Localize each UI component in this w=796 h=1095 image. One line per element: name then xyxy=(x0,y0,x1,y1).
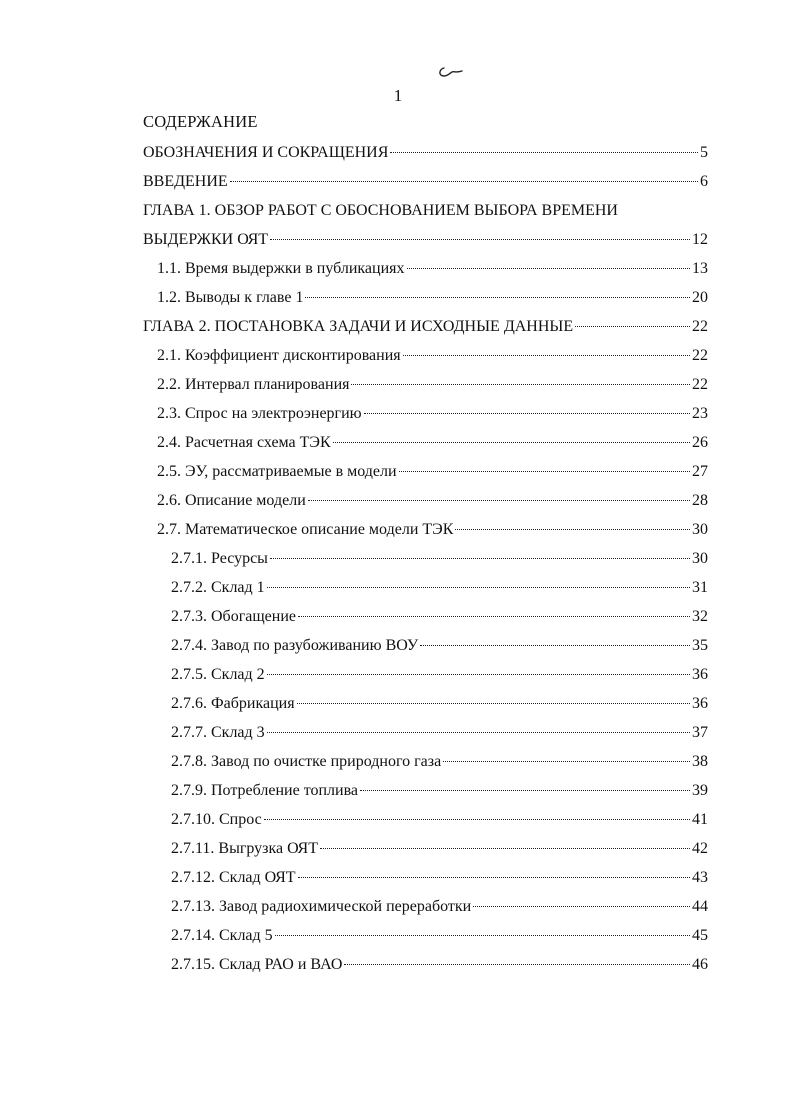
toc-entry-2-6[interactable] xyxy=(157,491,708,511)
toc-entry-2-7-4[interactable] xyxy=(171,636,708,656)
toc-entry-page: 6 xyxy=(700,173,708,190)
toc-entry-page: 23 xyxy=(692,405,708,422)
toc-entry-title: 2.3. Спрос на электроэнергию xyxy=(157,405,362,422)
toc-heading: СОДЕРЖАНИЕ xyxy=(143,112,258,131)
dot-leader xyxy=(420,645,690,646)
toc-entry-page: 42 xyxy=(692,840,708,857)
toc-entry-1-2[interactable] xyxy=(157,288,708,308)
toc-entry-introduction[interactable] xyxy=(143,172,708,192)
dot-leader xyxy=(308,500,690,501)
dot-leader xyxy=(270,239,690,240)
page-number: 1 xyxy=(393,86,403,105)
toc-entry-2-7[interactable] xyxy=(157,520,708,540)
toc-entry-1-1[interactable] xyxy=(157,259,708,279)
toc-entry-page: 5 xyxy=(700,144,708,161)
toc-entry-page: 30 xyxy=(692,521,708,538)
toc-entry-title: 2.7.3. Обогащение xyxy=(171,608,297,625)
toc-entry-2-7-2[interactable] xyxy=(171,578,708,598)
toc-entry-2-7-14[interactable] xyxy=(171,926,708,946)
toc-entry-title: 2.7.10. Спрос xyxy=(171,811,262,828)
toc-entry-page: 45 xyxy=(692,927,708,944)
toc-entry-title: 2.7.4. Завод по разубоживанию ВОУ xyxy=(171,637,419,654)
dot-leader xyxy=(360,790,690,791)
toc-entry-page: 26 xyxy=(692,434,708,451)
toc-entry-page: 22 xyxy=(692,318,708,335)
toc-entry-title: 2.5. ЭУ, рассматриваемые в модели xyxy=(157,463,397,480)
toc-entry-title: 2.7.11. Выгрузка ОЯТ xyxy=(171,840,318,857)
dot-leader xyxy=(267,674,690,675)
toc-entry-chapter1-line1[interactable]: ГЛАВА 1. ОБЗОР РАБОТ С ОБОСНОВАНИЕМ ВЫБОРА ВРЕМЕНИ xyxy=(143,202,618,219)
toc-entry-title: 2.1. Коэффициент дисконтирования xyxy=(157,347,401,364)
toc-entry-page: 36 xyxy=(692,666,708,683)
toc-entry-2-4[interactable] xyxy=(157,433,708,453)
dot-leader xyxy=(305,297,690,298)
toc-entry-title: 1.1. Время выдержки в публикациях xyxy=(157,260,405,277)
toc-entry-page: 37 xyxy=(692,724,708,741)
toc-entry-page: 39 xyxy=(692,782,708,799)
dot-leader xyxy=(443,761,690,762)
toc-entry-title: 2.7. Математическое описание модели ТЭК xyxy=(157,521,454,538)
toc-entry-chapter1[interactable] xyxy=(143,230,708,250)
toc-entry-page: 44 xyxy=(692,898,708,915)
toc-entry-2-7-15[interactable] xyxy=(171,955,708,975)
toc-entry-title: ВЫДЕРЖКИ ОЯТ xyxy=(143,231,269,248)
toc-entry-2-7-11[interactable] xyxy=(171,839,708,859)
toc-entry-2-7-6[interactable] xyxy=(171,694,708,714)
toc-entry-title: 2.7.8. Завод по очистке природного газа xyxy=(171,753,442,770)
toc-entry-title: 2.7.2. Склад 1 xyxy=(171,579,265,596)
dot-leader xyxy=(575,326,690,327)
dot-leader xyxy=(333,442,690,443)
toc-entry-title: 2.7.1. Ресурсы xyxy=(171,550,268,567)
toc-entry-2-3[interactable] xyxy=(157,404,708,424)
toc-entry-title: ВВЕДЕНИЕ xyxy=(143,173,228,190)
toc-entry-page: 12 xyxy=(692,231,708,248)
toc-entry-page: 28 xyxy=(692,492,708,509)
toc-entry-notations[interactable] xyxy=(143,143,708,163)
toc-entry-2-2[interactable] xyxy=(157,375,708,395)
dot-leader xyxy=(298,877,690,878)
dot-leader xyxy=(403,355,690,356)
toc-entry-2-7-5[interactable] xyxy=(171,665,708,685)
toc-entry-title: 2.7.14. Склад 5 xyxy=(171,927,273,944)
toc-entry-page: 36 xyxy=(692,695,708,712)
toc-entry-2-7-8[interactable] xyxy=(171,752,708,772)
dot-leader xyxy=(473,906,690,907)
toc-entry-page: 38 xyxy=(692,753,708,770)
toc-entry-page: 22 xyxy=(692,376,708,393)
toc-entry-title: 2.7.7. Склад 3 xyxy=(171,724,265,741)
toc-entry-title: 1.2. Выводы к главе 1 xyxy=(157,289,304,306)
toc-entry-title: ОБОЗНАЧЕНИЯ И СОКРАЩЕНИЯ xyxy=(143,144,389,161)
dot-leader xyxy=(455,529,690,530)
dot-leader xyxy=(297,703,690,704)
toc-entry-2-7-9[interactable] xyxy=(171,781,708,801)
dot-leader xyxy=(264,819,690,820)
toc-entry-title: 2.2. Интервал планирования xyxy=(157,376,350,393)
toc-entry-page: 35 xyxy=(692,637,708,654)
toc-entry-2-5[interactable] xyxy=(157,462,708,482)
toc-entry-2-7-13[interactable] xyxy=(171,897,708,917)
dot-leader xyxy=(407,268,690,269)
toc-entry-title: 2.4. Расчетная схема ТЭК xyxy=(157,434,331,451)
dot-leader xyxy=(270,558,690,559)
toc-entry-title: 2.7.13. Завод радиохимической переработки xyxy=(171,898,472,915)
handwritten-mark-icon xyxy=(436,64,466,80)
toc-entry-title: 2.7.5. Склад 2 xyxy=(171,666,265,683)
dot-leader xyxy=(344,964,690,965)
dot-leader xyxy=(267,587,690,588)
dot-leader xyxy=(351,384,690,385)
toc-entry-page: 41 xyxy=(692,811,708,828)
toc-entry-2-7-7[interactable] xyxy=(171,723,708,743)
toc-entry-2-7-1[interactable] xyxy=(171,549,708,569)
toc-entry-title: 2.7.15. Склад РАО и ВАО xyxy=(171,956,343,973)
toc-entry-page: 43 xyxy=(692,869,708,886)
toc-entry-title: 2.7.12. Склад ОЯТ xyxy=(171,869,296,886)
dot-leader xyxy=(267,732,690,733)
toc-entry-page: 27 xyxy=(692,463,708,480)
toc-entry-2-7-3[interactable] xyxy=(171,607,708,627)
dot-leader xyxy=(298,616,690,617)
dot-leader xyxy=(320,848,690,849)
toc-entry-page: 22 xyxy=(692,347,708,364)
toc-entry-page: 30 xyxy=(692,550,708,567)
dot-leader xyxy=(275,935,690,936)
toc-entry-page: 46 xyxy=(692,956,708,973)
dot-leader xyxy=(390,152,698,153)
toc-entry-2-7-12[interactable] xyxy=(171,868,708,888)
dot-leader xyxy=(364,413,690,414)
toc-entry-chapter2[interactable] xyxy=(143,317,708,337)
toc-entry-title: 2.6. Описание модели xyxy=(157,492,306,509)
toc-entry-2-7-10[interactable] xyxy=(171,810,708,830)
toc-entry-title: ГЛАВА 2. ПОСТАНОВКА ЗАДАЧИ И ИСХОДНЫЕ ДАННЫЕ xyxy=(143,318,574,335)
toc-entry-title: 2.7.6. Фабрикация xyxy=(171,695,295,712)
toc-entry-title: 2.7.9. Потребление топлива xyxy=(171,782,359,799)
toc-entry-2-1[interactable] xyxy=(157,346,708,366)
toc-entry-page: 20 xyxy=(692,289,708,306)
dot-leader xyxy=(230,181,698,182)
toc-entry-page: 31 xyxy=(692,579,708,596)
toc-entry-page: 13 xyxy=(692,260,708,277)
toc-entry-page: 32 xyxy=(692,608,708,625)
dot-leader xyxy=(399,471,690,472)
